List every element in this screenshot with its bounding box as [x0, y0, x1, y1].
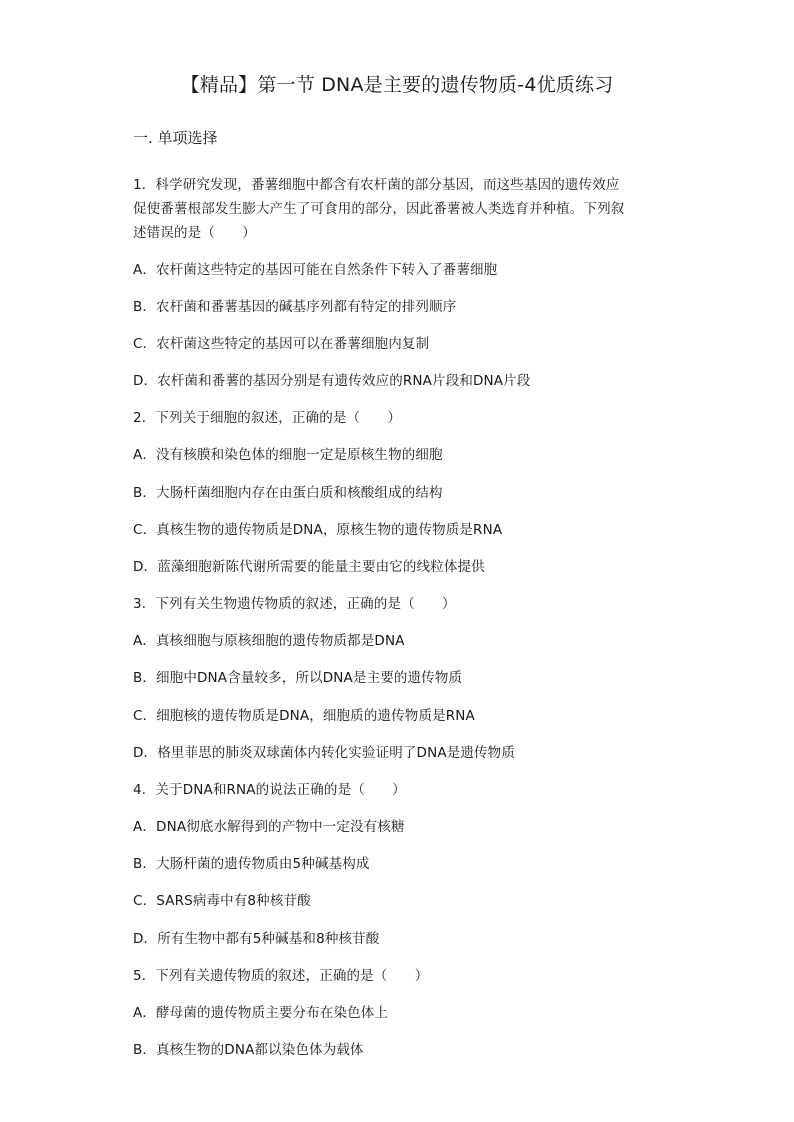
question-3-option-c[interactable]: C．细胞核的遗传物质是DNA，细胞质的遗传物质是RNA — [133, 708, 475, 724]
question-1-option-b[interactable]: B．农杆菌和番薯基因的碱基序列都有特定的排列顺序 — [133, 299, 457, 315]
question-1-option-c[interactable]: C．农杆菌这些特定的基因可以在番薯细胞内复制 — [133, 336, 430, 352]
question-2-option-b[interactable]: B．大肠杆菌细胞内存在由蛋白质和核酸组成的结构 — [133, 485, 443, 501]
question-3-option-a[interactable]: A．真核细胞与原核细胞的遗传物质都是DNA — [133, 633, 405, 649]
question-4-stem: 4．关于DNA和RNA的说法正确的是（ ） — [133, 782, 406, 798]
question-5-option-b[interactable]: B．真核生物的DNA都以染色体为载体 — [133, 1042, 364, 1058]
question-2-option-a[interactable]: A．没有核膜和染色体的细胞一定是原核生物的细胞 — [133, 447, 443, 463]
question-4-option-d[interactable]: D．所有生物中都有5种碱基和8种核苷酸 — [133, 931, 380, 947]
question-2-stem: 2．下列关于细胞的叙述，正确的是（ ） — [133, 410, 402, 426]
question-3-stem: 3．下列有关生物遗传物质的叙述，正确的是（ ） — [133, 596, 456, 612]
question-2-option-c[interactable]: C．真核生物的遗传物质是DNA，原核生物的遗传物质是RNA — [133, 522, 503, 538]
question-3-option-b[interactable]: B．细胞中DNA含量较多，所以DNA是主要的遗传物质 — [133, 670, 463, 686]
question-4-option-c[interactable]: C．SARS病毒中有8种核苷酸 — [133, 893, 311, 909]
page-title: 【精品】第一节 DNA是主要的遗传物质-4优质练习 — [180, 74, 614, 96]
question-5-option-a[interactable]: A．酵母菌的遗传物质主要分布在染色体上 — [133, 1005, 389, 1021]
question-5-stem: 5．下列有关遗传物质的叙述，正确的是（ ） — [133, 968, 429, 984]
question-2-option-d[interactable]: D．蓝藻细胞新陈代谢所需要的能量主要由它的线粒体提供 — [133, 559, 485, 575]
section-heading: 一. 单项选择 — [133, 129, 218, 147]
question-1-option-a[interactable]: A．农杆菌这些特定的基因可能在自然条件下转入了番薯细胞 — [133, 262, 498, 278]
question-4-option-a[interactable]: A．DNA彻底水解得到的产物中一定没有核糖 — [133, 819, 405, 835]
question-1-option-d[interactable]: D．农杆菌和番薯的基因分别是有遗传效应的RNA片段和DNA片段 — [133, 373, 531, 389]
question-3-option-d[interactable]: D．格里菲思的肺炎双球菌体内转化实验证明了DNA是遗传物质 — [133, 745, 515, 761]
question-1-stem-line-2: 促使番薯根部发生膨大产生了可食用的部分，因此番薯被人类选育并种植。下列叙 — [133, 201, 625, 217]
question-1-stem-line-1: 1．科学研究发现，番薯细胞中都含有农杆菌的部分基因，而这些基因的遗传效应 — [133, 177, 620, 193]
question-4-option-b[interactable]: B．大肠杆菌的遗传物质由5种碱基构成 — [133, 856, 370, 872]
question-1-stem-line-3: 述错误的是（ ） — [133, 225, 256, 241]
